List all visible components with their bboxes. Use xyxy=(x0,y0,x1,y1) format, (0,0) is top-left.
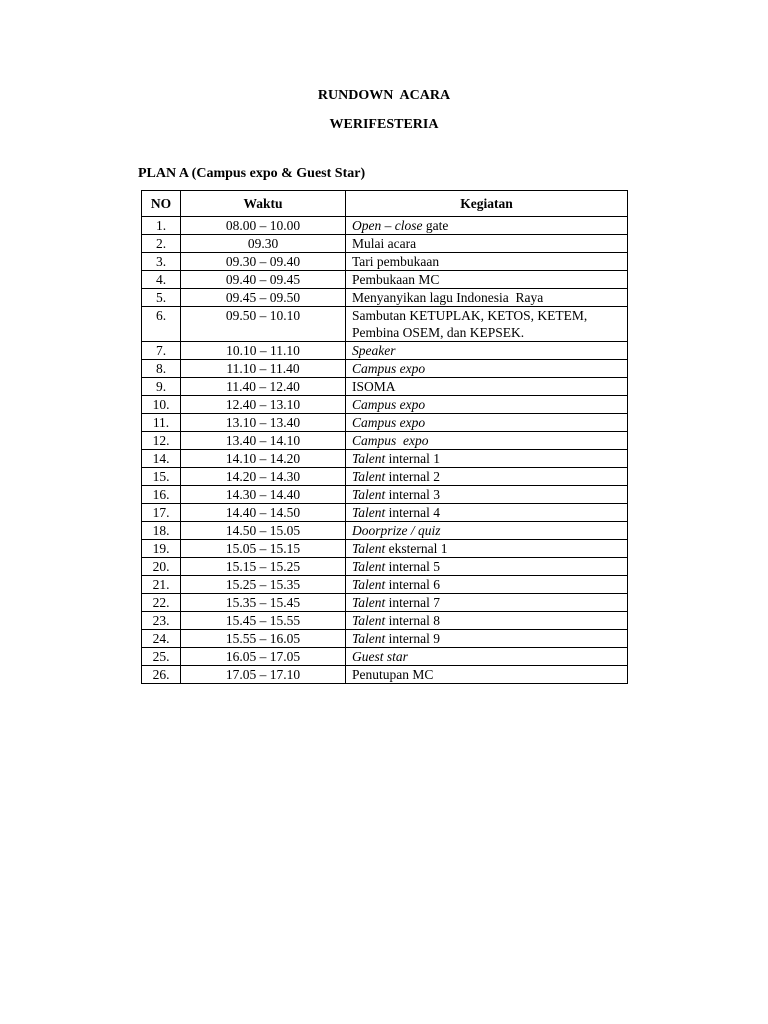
row-kegiatan xyxy=(346,486,628,504)
row-no: 1. xyxy=(142,217,181,235)
kegiatan-text: Penutupan MC xyxy=(352,667,434,682)
row-kegiatan xyxy=(346,378,628,396)
table-row xyxy=(142,217,628,235)
table-row xyxy=(142,648,628,666)
row-kegiatan xyxy=(346,522,628,540)
table-row xyxy=(142,235,628,253)
kegiatan-text: Talent xyxy=(352,487,386,502)
kegiatan-text: eksternal 1 xyxy=(385,541,448,556)
table-body xyxy=(142,217,628,684)
row-no: 4. xyxy=(142,271,181,289)
row-no: 25. xyxy=(142,648,181,666)
kegiatan-text: Talent xyxy=(352,451,386,466)
row-kegiatan xyxy=(346,396,628,414)
table-row xyxy=(142,558,628,576)
row-waktu: 15.05 – 15.15 xyxy=(181,540,346,558)
row-waktu: 09.50 – 10.10 xyxy=(181,307,346,342)
row-kegiatan xyxy=(346,558,628,576)
row-no: 5. xyxy=(142,289,181,307)
kegiatan-text: Talent xyxy=(352,631,386,646)
table-row xyxy=(142,307,628,342)
row-kegiatan xyxy=(346,468,628,486)
row-no: 21. xyxy=(142,576,181,594)
table-row xyxy=(142,253,628,271)
table-row xyxy=(142,594,628,612)
kegiatan-text: Campus expo xyxy=(352,433,429,448)
kegiatan-text: internal 9 xyxy=(385,631,440,646)
row-kegiatan xyxy=(346,342,628,360)
row-no: 23. xyxy=(142,612,181,630)
table-row xyxy=(142,289,628,307)
kegiatan-text: internal 6 xyxy=(385,577,440,592)
kegiatan-text: internal 3 xyxy=(385,487,440,502)
row-no: 22. xyxy=(142,594,181,612)
table-row xyxy=(142,666,628,684)
row-no: 19. xyxy=(142,540,181,558)
row-kegiatan xyxy=(346,307,628,342)
row-waktu: 14.30 – 14.40 xyxy=(181,486,346,504)
row-no: 2. xyxy=(142,235,181,253)
row-kegiatan xyxy=(346,360,628,378)
table-row xyxy=(142,378,628,396)
table-row xyxy=(142,612,628,630)
table-row xyxy=(142,432,628,450)
row-kegiatan xyxy=(346,217,628,235)
row-waktu: 09.45 – 09.50 xyxy=(181,289,346,307)
kegiatan-text: Mulai acara xyxy=(352,236,417,251)
kegiatan-text: Talent xyxy=(352,505,386,520)
kegiatan-text: internal 5 xyxy=(385,559,440,574)
kegiatan-text: Sambutan KETUPLAK, KETOS, KETEM, Pembina OSEM, dan KEPSEK. xyxy=(352,308,591,340)
row-waktu: 17.05 – 17.10 xyxy=(181,666,346,684)
row-waktu: 15.35 – 15.45 xyxy=(181,594,346,612)
document-subtitle: WERIFESTERIA xyxy=(329,117,439,132)
table-row xyxy=(142,504,628,522)
kegiatan-text: Campus expo xyxy=(352,397,426,412)
row-kegiatan xyxy=(346,253,628,271)
table-row xyxy=(142,468,628,486)
row-kegiatan xyxy=(346,666,628,684)
row-waktu: 12.40 – 13.10 xyxy=(181,396,346,414)
row-no: 17. xyxy=(142,504,181,522)
row-waktu: 16.05 – 17.05 xyxy=(181,648,346,666)
kegiatan-text: Tari pembukaan xyxy=(352,254,440,269)
row-waktu: 11.10 – 11.40 xyxy=(181,360,346,378)
row-kegiatan xyxy=(346,289,628,307)
row-no: 14. xyxy=(142,450,181,468)
row-waktu: 14.20 – 14.30 xyxy=(181,468,346,486)
kegiatan-text: Talent xyxy=(352,469,386,484)
table-row xyxy=(142,522,628,540)
row-kegiatan xyxy=(346,540,628,558)
table-header-row xyxy=(142,191,628,217)
table-row xyxy=(142,540,628,558)
row-waktu: 09.30 – 09.40 xyxy=(181,253,346,271)
row-no: 24. xyxy=(142,630,181,648)
header-waktu: Waktu xyxy=(181,191,346,217)
kegiatan-text: internal 7 xyxy=(385,595,440,610)
kegiatan-text: Speaker xyxy=(352,343,396,358)
document-title: RUNDOWN ACARA xyxy=(317,88,451,103)
row-kegiatan xyxy=(346,414,628,432)
row-kegiatan xyxy=(346,576,628,594)
table-row xyxy=(142,271,628,289)
kegiatan-text: internal 1 xyxy=(385,451,440,466)
table-row xyxy=(142,360,628,378)
row-kegiatan xyxy=(346,271,628,289)
row-kegiatan xyxy=(346,594,628,612)
row-kegiatan xyxy=(346,630,628,648)
row-no: 18. xyxy=(142,522,181,540)
table-row xyxy=(142,414,628,432)
row-no: 15. xyxy=(142,468,181,486)
kegiatan-text: Talent xyxy=(352,541,386,556)
row-waktu: 14.10 – 14.20 xyxy=(181,450,346,468)
kegiatan-text: internal 8 xyxy=(385,613,440,628)
table-row xyxy=(142,396,628,414)
row-waktu: 11.40 – 12.40 xyxy=(181,378,346,396)
row-no: 6. xyxy=(142,307,181,342)
row-kegiatan xyxy=(346,504,628,522)
row-waktu: 13.10 – 13.40 xyxy=(181,414,346,432)
kegiatan-text: Menyanyikan lagu Indonesia Raya xyxy=(352,290,544,305)
row-no: 3. xyxy=(142,253,181,271)
kegiatan-text: Open – close xyxy=(352,218,423,233)
kegiatan-text: gate xyxy=(422,218,449,233)
row-no: 7. xyxy=(142,342,181,360)
table-row xyxy=(142,342,628,360)
row-waktu: 13.40 – 14.10 xyxy=(181,432,346,450)
kegiatan-text: Talent xyxy=(352,577,386,592)
row-waktu: 09.40 – 09.45 xyxy=(181,271,346,289)
kegiatan-text: Guest star xyxy=(352,649,408,664)
row-waktu: 15.55 – 16.05 xyxy=(181,630,346,648)
table-row xyxy=(142,576,628,594)
header-no: NO xyxy=(142,191,181,217)
kegiatan-text: ISOMA xyxy=(352,379,396,394)
kegiatan-text: internal 2 xyxy=(385,469,440,484)
header-kegiatan: Kegiatan xyxy=(346,191,628,217)
row-waktu: 15.15 – 15.25 xyxy=(181,558,346,576)
row-kegiatan xyxy=(346,612,628,630)
kegiatan-text: Talent xyxy=(352,613,386,628)
plan-label: PLAN A (Campus expo & Guest Star) xyxy=(138,166,366,181)
row-no: 20. xyxy=(142,558,181,576)
row-no: 10. xyxy=(142,396,181,414)
row-no: 11. xyxy=(142,414,181,432)
row-no: 26. xyxy=(142,666,181,684)
rundown-table xyxy=(141,190,628,684)
row-waktu: 09.30 xyxy=(181,235,346,253)
table-row xyxy=(142,450,628,468)
row-kegiatan xyxy=(346,450,628,468)
table-row xyxy=(142,486,628,504)
row-waktu: 15.25 – 15.35 xyxy=(181,576,346,594)
kegiatan-text: Campus expo xyxy=(352,415,426,430)
row-waktu: 10.10 – 11.10 xyxy=(181,342,346,360)
row-waktu: 15.45 – 15.55 xyxy=(181,612,346,630)
kegiatan-text: Campus expo xyxy=(352,361,426,376)
row-waktu: 08.00 – 10.00 xyxy=(181,217,346,235)
kegiatan-text: Talent xyxy=(352,595,386,610)
row-no: 9. xyxy=(142,378,181,396)
row-waktu: 14.50 – 15.05 xyxy=(181,522,346,540)
row-waktu: 14.40 – 14.50 xyxy=(181,504,346,522)
kegiatan-text: Talent xyxy=(352,559,386,574)
row-kegiatan xyxy=(346,648,628,666)
kegiatan-text: Pembukaan MC xyxy=(352,272,440,287)
table-row xyxy=(142,630,628,648)
kegiatan-text: Doorprize / quiz xyxy=(352,523,441,538)
row-kegiatan xyxy=(346,235,628,253)
row-no: 8. xyxy=(142,360,181,378)
kegiatan-text: internal 4 xyxy=(385,505,440,520)
row-kegiatan xyxy=(346,432,628,450)
row-no: 16. xyxy=(142,486,181,504)
row-no: 12. xyxy=(142,432,181,450)
